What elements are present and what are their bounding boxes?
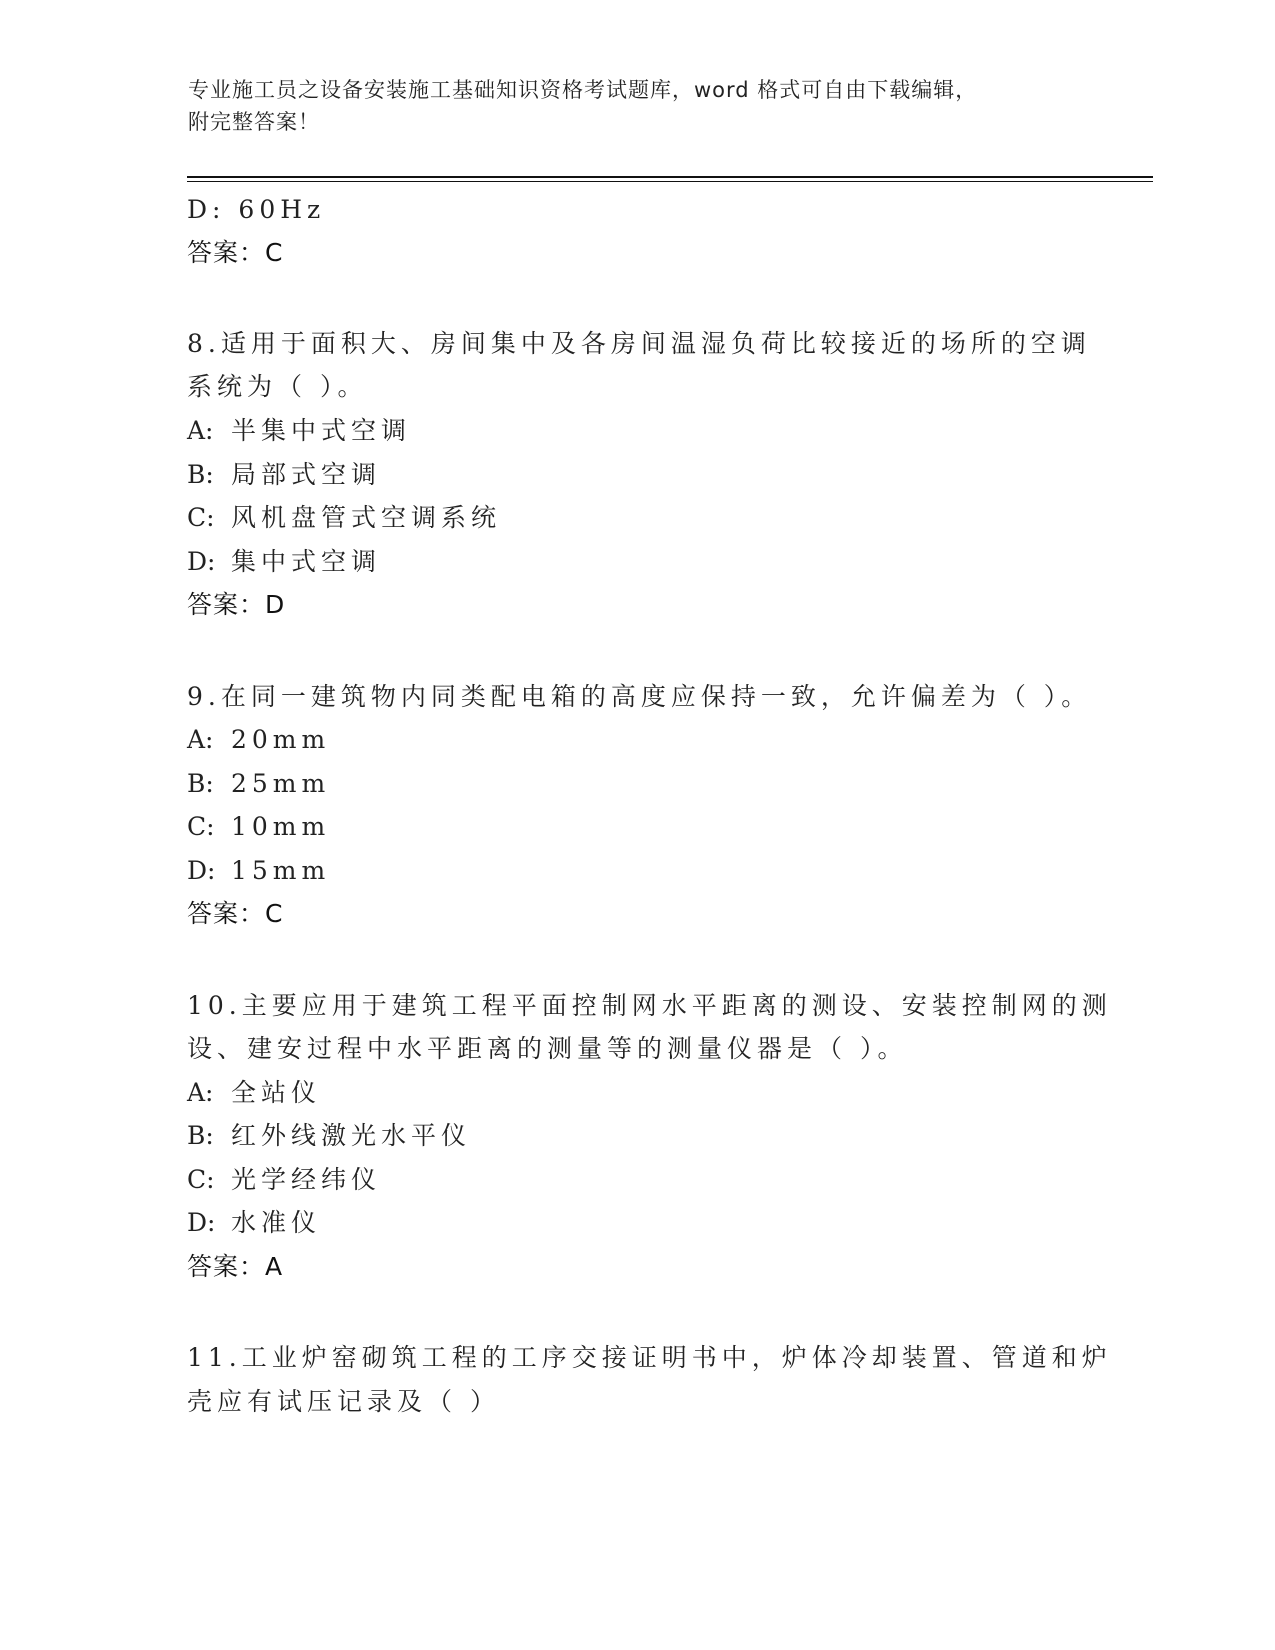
q9-stem-line-1: 9.在同一建筑物内同类配电箱的高度应保持一致，允许偏差为（ ）。 — [187, 682, 1092, 711]
option-text: 10mm — [231, 812, 331, 841]
option-text: 20mm — [231, 725, 331, 754]
q10-stem-line-2: 设、建安过程中水平距离的测量等的测量仪器是（ ）。 — [187, 1034, 908, 1063]
q10-option-a — [187, 1077, 321, 1109]
q8-stem-line-2: 系统为（ ）。 — [187, 372, 368, 401]
option-letter: B: — [187, 460, 214, 489]
option-letter: C: — [187, 1165, 215, 1194]
q9-option-c — [187, 811, 330, 843]
option-letter: A: — [187, 416, 214, 445]
option-letter: C: — [187, 812, 215, 841]
q7-answer: 答案：C — [187, 238, 284, 267]
option-text: 25mm — [231, 769, 331, 798]
q9-option-d — [187, 855, 330, 887]
option-letter: A: — [187, 1078, 214, 1107]
option-text: 集中式空调 — [231, 547, 382, 576]
option-text: 15mm — [231, 856, 331, 885]
q9-option-b — [187, 768, 330, 800]
option-letter: B: — [187, 769, 214, 798]
q11-stem-line-2: 壳应有试压记录及（ ） — [187, 1387, 500, 1416]
q11-stem-line-1: 11.工业炉窑砌筑工程的工序交接证明书中，炉体冷却装置、管道和炉 — [187, 1343, 1112, 1372]
q8-answer: 答案：D — [187, 590, 286, 619]
option-text: 半集中式空调 — [231, 416, 412, 445]
option-text: 局部式空调 — [231, 460, 382, 489]
header-line-1: 专业施工员之设备安装施工基础知识资格考试题库，word 格式可自由下载编辑， — [188, 78, 978, 102]
document-header — [188, 74, 1068, 138]
header-line-2: 附完整答案！ — [188, 110, 320, 134]
option-letter: D: — [187, 856, 216, 885]
option-text: 水准仪 — [231, 1208, 322, 1237]
option-letter: D: — [187, 1208, 216, 1237]
q7-option-d: D: 60Hz — [187, 195, 326, 224]
q9-answer: 答案：C — [187, 899, 284, 928]
q8-option-a — [187, 415, 411, 447]
q9-option-a — [187, 724, 330, 756]
q10-stem-line-1: 10.主要应用于建筑工程平面控制网水平距离的测设、安装控制网的测 — [187, 991, 1112, 1020]
q10-option-d — [187, 1207, 321, 1239]
q10-option-b — [187, 1120, 471, 1152]
q10-option-c — [187, 1164, 381, 1196]
q8-stem-line-1: 8.适用于面积大、房间集中及各房间温湿负荷比较接近的场所的空调 — [187, 329, 1091, 358]
option-letter: A: — [187, 725, 214, 754]
option-text: 红外线激光水平仪 — [231, 1121, 472, 1150]
option-letter: B: — [187, 1121, 214, 1150]
option-letter: D: — [187, 547, 216, 576]
header-divider-thin — [187, 181, 1153, 182]
q8-option-d — [187, 546, 381, 578]
option-text: 风机盘管式空调系统 — [231, 503, 502, 532]
option-letter: C: — [187, 503, 215, 532]
option-text: 光学经纬仪 — [231, 1165, 382, 1194]
q8-option-b — [187, 459, 381, 491]
option-text: 全站仪 — [231, 1078, 322, 1107]
q10-answer: 答案：A — [187, 1252, 284, 1281]
q8-option-c — [187, 502, 501, 534]
header-divider — [187, 176, 1153, 178]
